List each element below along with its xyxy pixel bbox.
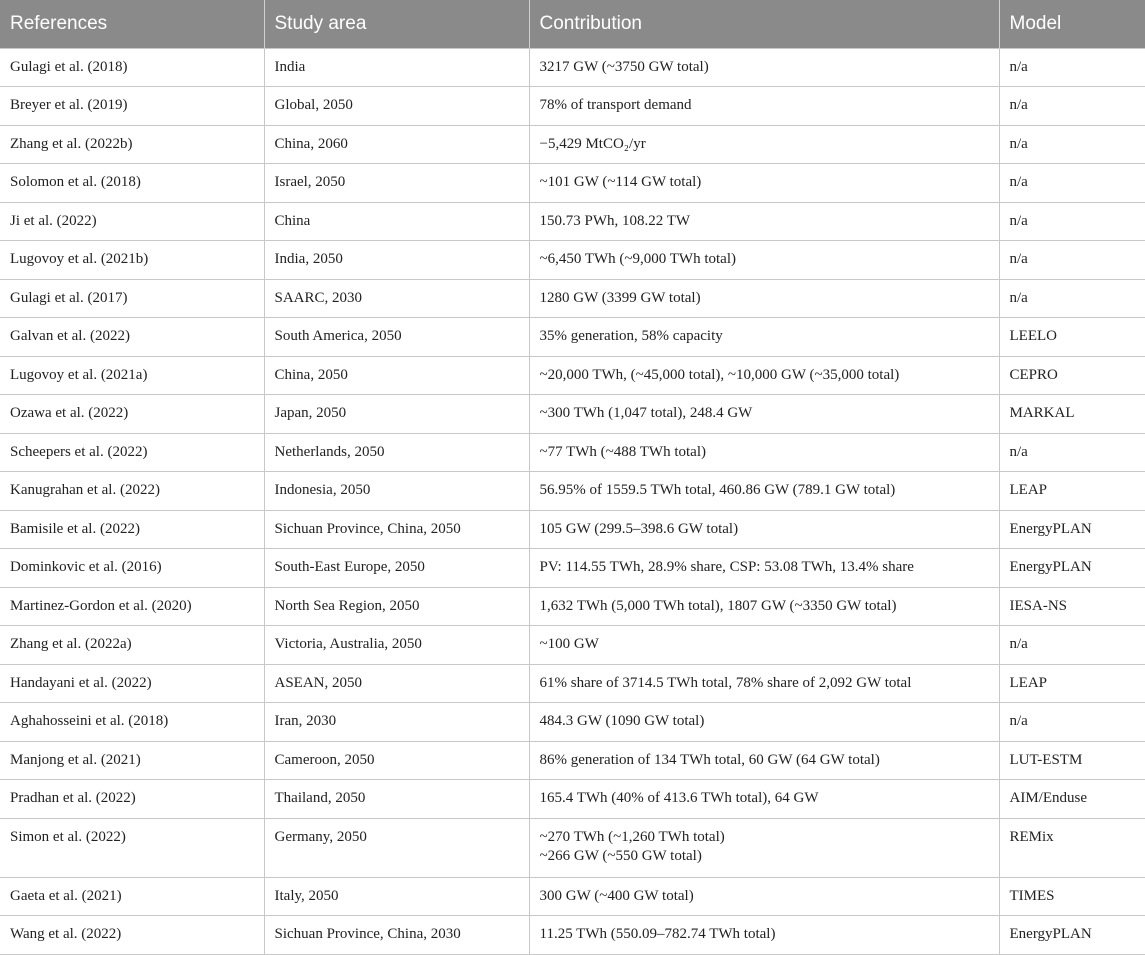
model-cell: CEPRO (999, 356, 1145, 395)
table-row (0, 241, 1145, 280)
reference-cell: Wang et al. (2022) (0, 916, 264, 955)
contribution-cell (529, 87, 999, 126)
reference-cell: Breyer et al. (2019) (0, 87, 264, 126)
table-row (0, 395, 1145, 434)
contribution-cell (529, 549, 999, 588)
contribution-line: ~77 TWh (~488 TWh total) (539, 443, 706, 460)
contribution-cell (529, 741, 999, 780)
contribution-cell (529, 916, 999, 955)
reference-cell: Ji et al. (2022) (0, 202, 264, 241)
model-cell: LUT-ESTM (999, 741, 1145, 780)
contribution-cell (529, 510, 999, 549)
reference-cell: Bamisile et al. (2022) (0, 510, 264, 549)
contribution-line: 150.73 PWh, 108.22 TW (539, 212, 691, 229)
contribution-line: 86% generation of 134 TWh total, 60 GW (64 GW total) (539, 751, 880, 768)
model-cell: IESA-NS (999, 587, 1145, 626)
model-cell: n/a (999, 279, 1145, 318)
reference-cell: Dominkovic et al. (2016) (0, 549, 264, 588)
table-row (0, 587, 1145, 626)
header-study-area: Study area (264, 0, 529, 48)
contribution-cell (529, 241, 999, 280)
contribution-line: 1,632 TWh (5,000 TWh total), 1807 GW (~3350 GW total) (539, 597, 897, 614)
contribution-cell (529, 48, 999, 87)
contribution-line: ~300 TWh (1,047 total), 248.4 GW (539, 405, 753, 422)
table-row (0, 433, 1145, 472)
table-row (0, 780, 1145, 819)
study-area-cell: ASEAN, 2050 (264, 664, 529, 703)
study-area-cell: Victoria, Australia, 2050 (264, 626, 529, 665)
header-references: References (0, 0, 264, 48)
contribution-line: 35% generation, 58% capacity (539, 328, 723, 345)
contribution-cell (529, 356, 999, 395)
contribution-cell (529, 164, 999, 203)
study-area-cell: Germany, 2050 (264, 818, 529, 877)
contribution-cell (529, 433, 999, 472)
model-cell: LEAP (999, 472, 1145, 511)
model-cell: n/a (999, 626, 1145, 665)
table-row (0, 664, 1145, 703)
reference-cell: Kanugrahan et al. (2022) (0, 472, 264, 511)
model-cell: EnergyPLAN (999, 549, 1145, 588)
table-row (0, 164, 1145, 203)
study-area-cell: China, 2050 (264, 356, 529, 395)
model-cell: n/a (999, 125, 1145, 164)
table-body (0, 48, 1145, 954)
reference-cell: Gaeta et al. (2021) (0, 877, 264, 916)
table-row (0, 703, 1145, 742)
table-row (0, 741, 1145, 780)
reference-cell: Scheepers et al. (2022) (0, 433, 264, 472)
contribution-cell (529, 472, 999, 511)
reference-cell: Martinez-Gordon et al. (2020) (0, 587, 264, 626)
contribution-cell (529, 626, 999, 665)
study-area-cell: China (264, 202, 529, 241)
study-area-cell: Global, 2050 (264, 87, 529, 126)
reference-cell: Solomon et al. (2018) (0, 164, 264, 203)
reference-cell: Zhang et al. (2022b) (0, 125, 264, 164)
contribution-line: ~100 GW (539, 636, 599, 653)
reference-cell: Gulagi et al. (2018) (0, 48, 264, 87)
study-area-cell: Cameroon, 2050 (264, 741, 529, 780)
study-area-cell: China, 2060 (264, 125, 529, 164)
model-cell: n/a (999, 241, 1145, 280)
contribution-line: 1280 GW (3399 GW total) (539, 289, 701, 306)
table-row (0, 549, 1145, 588)
model-cell: REMix (999, 818, 1145, 877)
table-row (0, 202, 1145, 241)
contribution-cell (529, 818, 999, 877)
contribution-cell (529, 587, 999, 626)
contribution-cell (529, 318, 999, 357)
contribution-line: 300 GW (~400 GW total) (539, 887, 694, 904)
study-area-cell: Sichuan Province, China, 2050 (264, 510, 529, 549)
study-area-cell: India (264, 48, 529, 87)
study-area-cell: South America, 2050 (264, 318, 529, 357)
model-cell: EnergyPLAN (999, 510, 1145, 549)
contribution-line: 165.4 TWh (40% of 413.6 TWh total), 64 GW (539, 790, 819, 807)
reference-cell: Galvan et al. (2022) (0, 318, 264, 357)
contribution-line: ~266 GW (~550 GW total) (539, 847, 702, 864)
study-area-cell: Iran, 2030 (264, 703, 529, 742)
contribution-cell (529, 395, 999, 434)
contribution-cell (529, 780, 999, 819)
contribution-line: 3217 GW (~3750 GW total) (539, 58, 709, 75)
contribution-cell (529, 703, 999, 742)
header-contribution: Contribution (529, 0, 999, 48)
contribution-line: −5,429 MtCO₂/yr (539, 135, 646, 152)
model-cell: EnergyPLAN (999, 916, 1145, 955)
contribution-line: ~6,450 TWh (~9,000 TWh total) (539, 251, 736, 268)
table-row (0, 626, 1145, 665)
study-area-cell: North Sea Region, 2050 (264, 587, 529, 626)
study-area-cell: Thailand, 2050 (264, 780, 529, 819)
contribution-cell (529, 279, 999, 318)
reference-cell: Aghahosseini et al. (2018) (0, 703, 264, 742)
table-row (0, 87, 1145, 126)
table-row (0, 125, 1145, 164)
contribution-line: ~20,000 TWh, (~45,000 total), ~10,000 GW (~35,000 total) (539, 366, 900, 383)
reference-cell: Zhang et al. (2022a) (0, 626, 264, 665)
study-area-cell: Israel, 2050 (264, 164, 529, 203)
model-cell: LEELO (999, 318, 1145, 357)
reference-cell: Pradhan et al. (2022) (0, 780, 264, 819)
contribution-cell (529, 125, 999, 164)
contribution-line: 78% of transport demand (539, 97, 692, 114)
table-row (0, 818, 1145, 877)
contribution-line: 56.95% of 1559.5 TWh total, 460.86 GW (789.1 GW total) (539, 482, 896, 499)
study-area-cell: South-East Europe, 2050 (264, 549, 529, 588)
table-row (0, 279, 1145, 318)
contribution-cell (529, 202, 999, 241)
study-area-cell: Italy, 2050 (264, 877, 529, 916)
table-row (0, 318, 1145, 357)
table-row (0, 48, 1145, 87)
study-area-cell: Sichuan Province, China, 2030 (264, 916, 529, 955)
study-area-cell: SAARC, 2030 (264, 279, 529, 318)
model-cell: n/a (999, 433, 1145, 472)
model-cell: n/a (999, 48, 1145, 87)
contribution-line: 11.25 TWh (550.09–782.74 TWh total) (539, 926, 776, 943)
reference-cell: Gulagi et al. (2017) (0, 279, 264, 318)
reference-cell: Lugovoy et al. (2021a) (0, 356, 264, 395)
model-cell: LEAP (999, 664, 1145, 703)
table-header (0, 0, 1145, 48)
study-area-cell: Indonesia, 2050 (264, 472, 529, 511)
contribution-cell (529, 664, 999, 703)
study-area-cell: India, 2050 (264, 241, 529, 280)
header-row (0, 0, 1145, 48)
model-cell: n/a (999, 703, 1145, 742)
model-cell: TIMES (999, 877, 1145, 916)
contribution-line: ~270 TWh (~1,260 TWh total) (539, 828, 725, 845)
contribution-line: 484.3 GW (1090 GW total) (539, 713, 705, 730)
model-cell: n/a (999, 87, 1145, 126)
reference-cell: Simon et al. (2022) (0, 818, 264, 877)
table-row (0, 877, 1145, 916)
contribution-line: ~101 GW (~114 GW total) (539, 174, 702, 191)
model-cell: n/a (999, 202, 1145, 241)
contribution-line: 61% share of 3714.5 TWh total, 78% share of 2,092 GW total (539, 674, 912, 691)
reference-cell: Ozawa et al. (2022) (0, 395, 264, 434)
table-row (0, 916, 1145, 955)
header-model: Model (999, 0, 1145, 48)
study-area-cell: Japan, 2050 (264, 395, 529, 434)
model-cell: AIM/Enduse (999, 780, 1145, 819)
table-row (0, 356, 1145, 395)
model-cell: n/a (999, 164, 1145, 203)
contribution-line: PV: 114.55 TWh, 28.9% share, CSP: 53.08 TWh, 13.4% share (539, 559, 914, 576)
study-area-cell: Netherlands, 2050 (264, 433, 529, 472)
contribution-line: 105 GW (299.5–398.6 GW total) (539, 520, 739, 537)
reference-cell: Handayani et al. (2022) (0, 664, 264, 703)
contribution-cell (529, 877, 999, 916)
table-row (0, 510, 1145, 549)
reference-cell: Manjong et al. (2021) (0, 741, 264, 780)
reference-cell: Lugovoy et al. (2021b) (0, 241, 264, 280)
table-row (0, 472, 1145, 511)
model-cell: MARKAL (999, 395, 1145, 434)
